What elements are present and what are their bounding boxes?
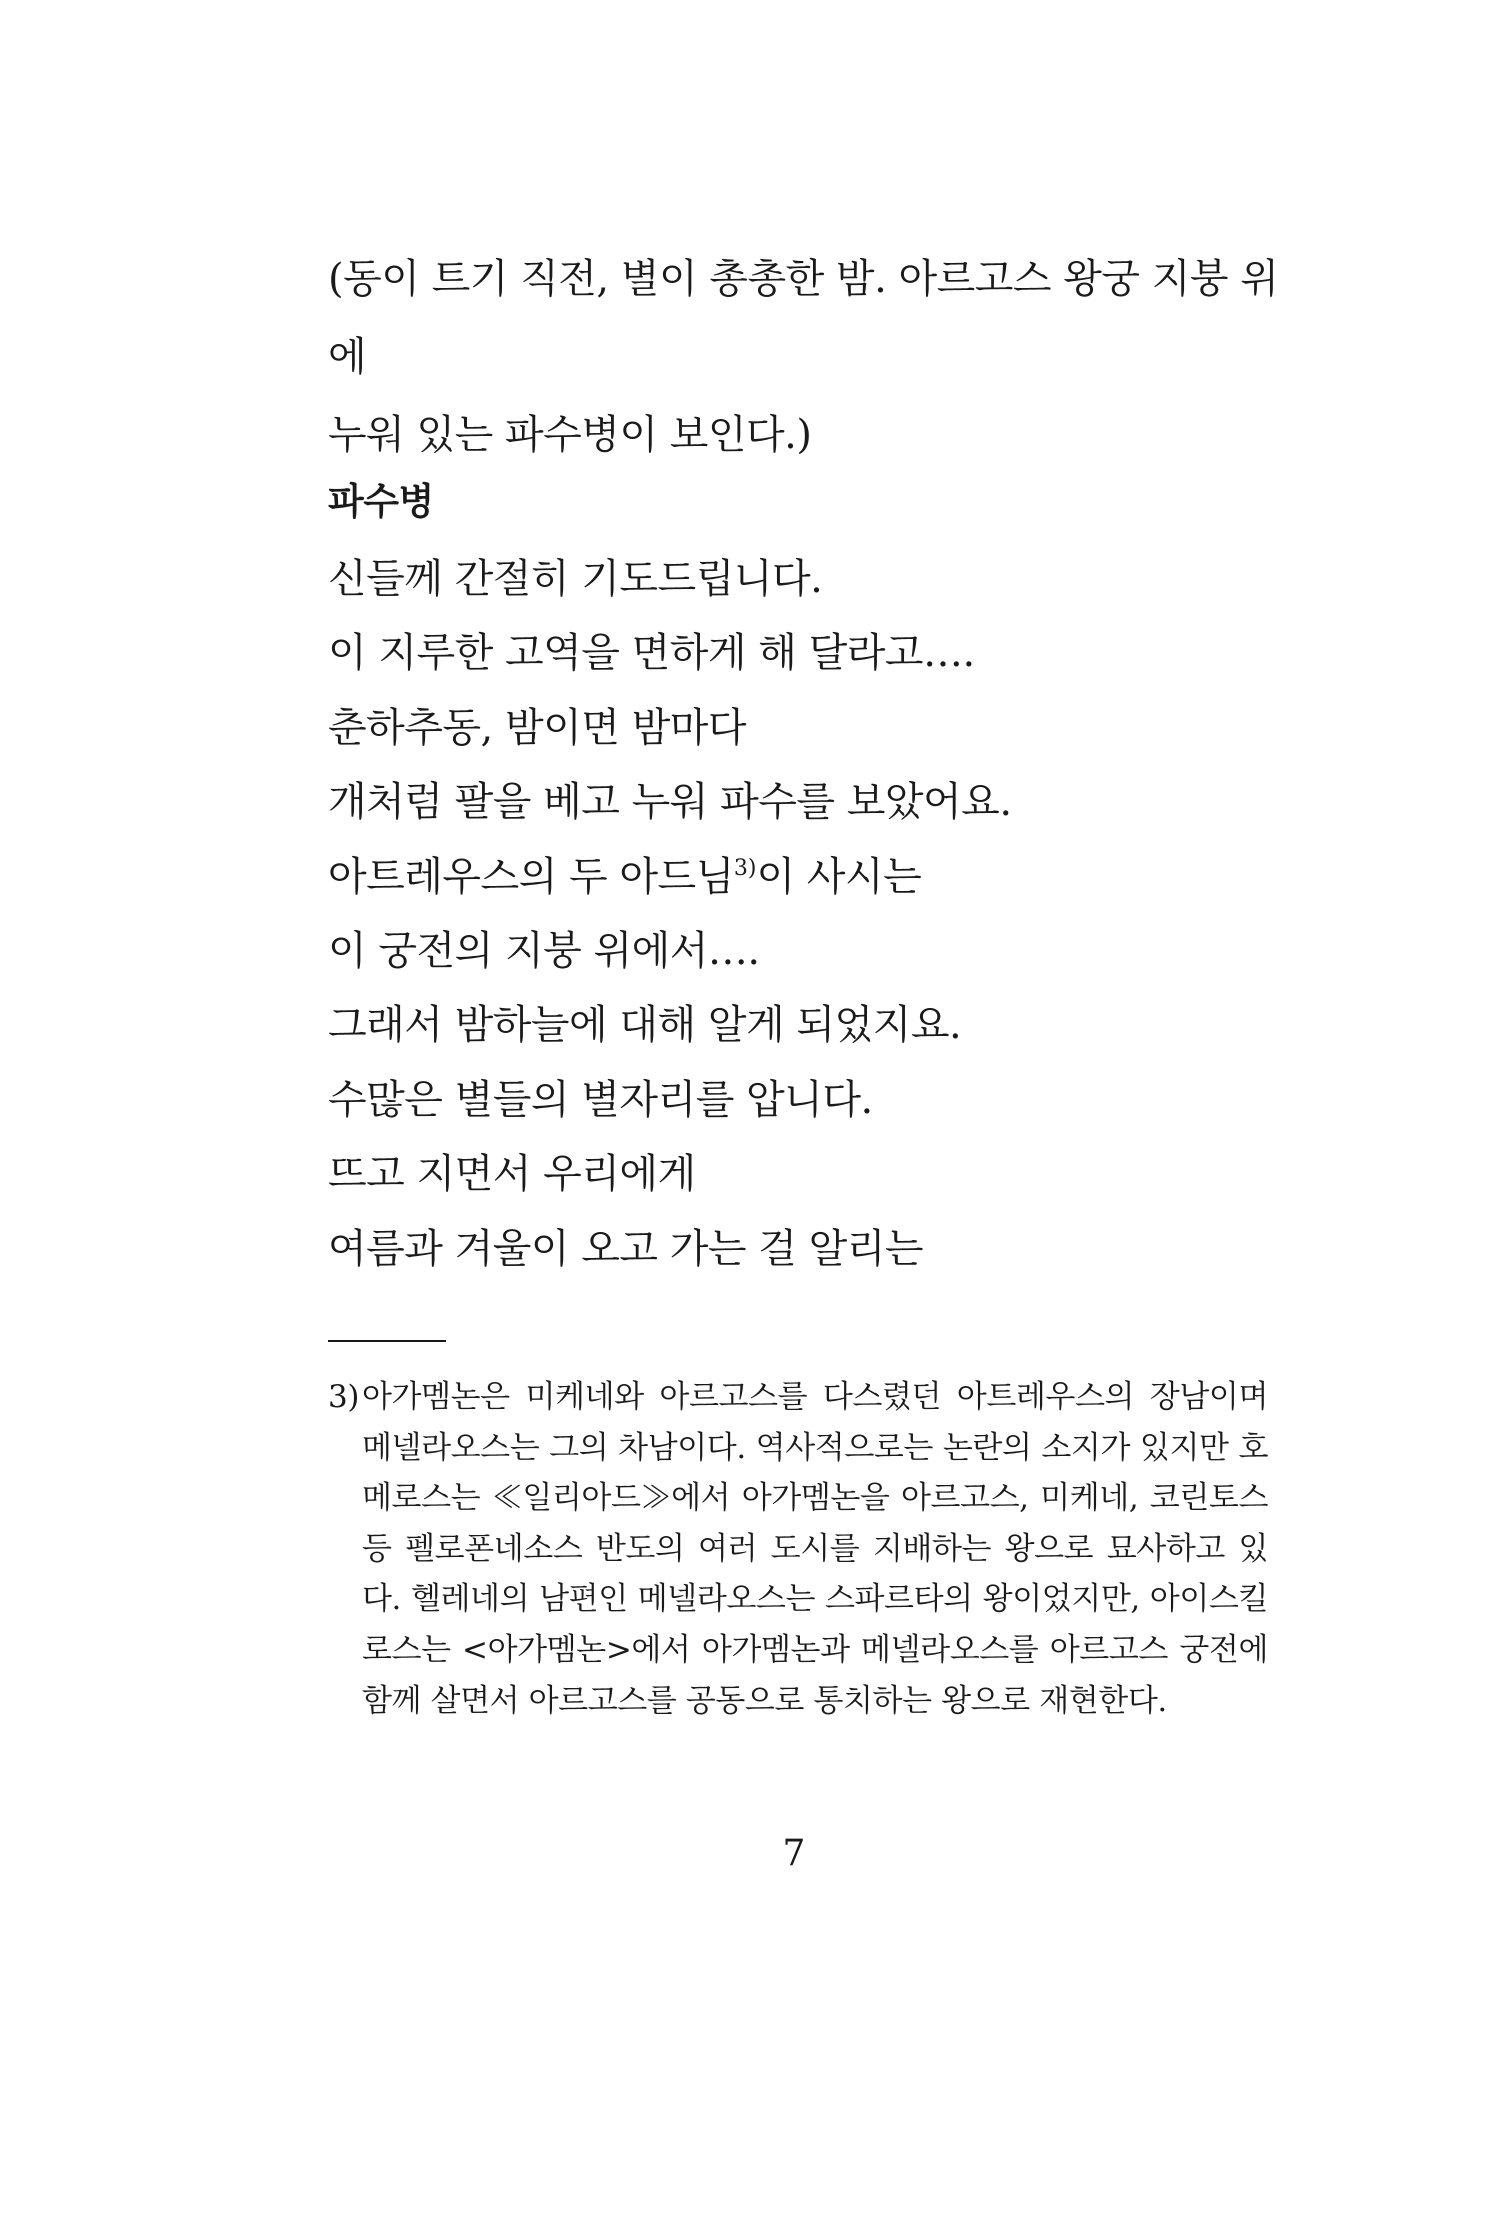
verse-line: 신들께 간절히 기도드립니다. xyxy=(328,556,823,602)
speaker-name: 파수병 xyxy=(328,480,434,523)
verse-line: 춘하추동, 밤이면 밤마다 xyxy=(328,704,747,751)
footnote-marker: 3) xyxy=(733,855,757,881)
stage-direction xyxy=(328,240,1288,474)
verse-line: 그래서 밤하늘에 대해 알게 되었지요. xyxy=(328,1002,962,1049)
verse-text: 이 사시는 xyxy=(756,853,922,900)
stage-direction-line: 누워 있는 파수병이 보인다.) xyxy=(328,412,812,458)
verse-text: 아트레우스의 두 아드님 xyxy=(328,853,734,900)
verse-line: 뜨고 지면서 우리에게 xyxy=(328,1151,696,1198)
footnote-text: 아가멤논은 미케네와 아르고스를 다스렸던 아트레우스의 장남이며 메넬라오스는 그의 차남이다. 역사적으로는 논란의 소지가 있지만 호메로스는 ≪일리아드≫에서 아가멤논을 아르고스, 미케네, 코린토스 등 펠로폰네소스 반도의 여러 도시를 지배하는 왕으로 묘사하고 있다. 헬레네의 남편인 메넬라오스는 스파르타의 왕이었지만, 아이스킬로스는 <아가멤논>에서 아가멤논과 메넬라오스를 아르고스 궁전에 함께 살면서 아르고스를 공동으로 통치하는 왕으로 재현한다. xyxy=(362,1379,1268,1719)
verse-block xyxy=(328,542,1288,1286)
page-number: 7 xyxy=(782,1833,806,1874)
verse-line: 여름과 겨울이 오고 가는 걸 알리는 xyxy=(328,1225,924,1272)
footnote-number: 3) xyxy=(328,1379,360,1415)
verse-line: 이 지루한 고역을 면하게 해 달라고…. xyxy=(328,630,975,677)
verse-line: 이 궁전의 지붕 위에서…. xyxy=(328,928,760,975)
verse-line xyxy=(328,840,1288,914)
stage-direction-line: (동이 트기 직전, 별이 총총한 밤. 아르고스 왕궁 지붕 위에 xyxy=(328,256,1279,380)
verse-line: 개처럼 팔을 베고 누워 파수를 보았어요. xyxy=(328,779,1012,826)
verse-line: 수많은 별들의 별자리를 압니다. xyxy=(328,1076,873,1123)
footnote xyxy=(328,1372,1268,1726)
footnote-divider xyxy=(328,1340,446,1342)
